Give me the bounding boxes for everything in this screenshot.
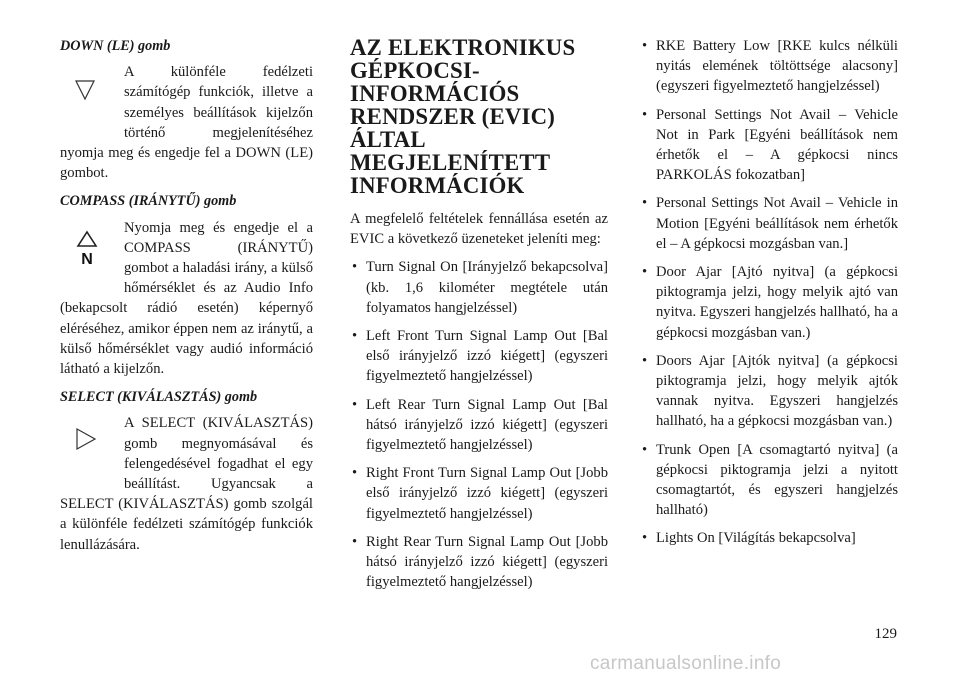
intro-paragraph: A megfelelő feltételek fennállása esetén az EVIC a következő üzeneteket jeleníti meg: [350,211,608,248]
section-title: AZ ELEKTRONIKUS GÉPKOCSI-INFORMÁCIÓS RENDSZER (EVIC) ÁLTAL MEGJELENÍTETT INFORMÁCIÓK [350,35,576,198]
list-item [640,193,898,254]
bullet-icon: • [352,328,358,345]
right-column [640,36,898,549]
down-button-heading: DOWN (LE) gomb [60,38,171,54]
list-item [640,440,898,521]
list-item-text: Left Rear Turn Signal Lamp Out [Bal hátsó irányjelző izzó kiégett] (egyszeri figyelmeztető hangjelzéssel) [366,396,608,454]
list-item-text: Trunk Open [A csomagtartó nyitva] (a gépkocsi piktogramja jelzi a nyitott csomagtartót, és egyszeri hangjelzés hallható) [656,441,898,519]
compass-button-block [60,218,313,380]
list-item-text: Lights On [Világítás bekapcsolva] [656,530,856,547]
list-item [350,326,608,387]
list-item [350,395,608,456]
bullet-icon: • [642,264,648,281]
list-item [350,463,608,524]
bullet-icon: • [352,533,358,550]
list-item-text: Personal Settings Not Avail – Vehicle in Motion [Egyéni beállítások nem érhetők el – A gépkocsi mozgásban van.] [656,195,898,252]
down-button-text: A különféle fedélzeti számítógép funkciók, illetve a személyes beállítások kijelzőn történő megjelenítéséhez nyomja meg és engedje fel a DOWN (LE) gombot. [60,64,313,182]
list-item-text: Turn Signal On [Irányjelző bekapcsolva] (kb. 1,6 kilométer megtétele után folyamatos hangjelzéssel) [366,259,608,316]
compass-button-text: Nyomja meg és engedje el a COMPASS (IRÁNYTŰ) gombot a haladási irány, a külső hőmérséklet és az Audio Info (bekapcsolt rádió esetén) képernyő eléréséhez, amikor éppen nem az iránytű, a külső hőmérséklet vagy audió információ látható a kijelzőn. [60,219,313,378]
compass-icon-letter: N [81,250,93,268]
list-item-text: Personal Settings Not Avail – Vehicle Not in Park [Egyéni beállítások nem érhetők el – A gépkocsi nincs PARKOLÁS fokozatban] [656,106,898,184]
bullet-icon: • [352,259,358,276]
list-item-text: Right Front Turn Signal Lamp Out [Jobb első irányjelző izzó kiégett] (egyszeri figyelmeztető hangjelzéssel) [366,465,608,522]
list-item [350,257,608,318]
middle-column [350,36,608,592]
bullet-icon: • [642,352,648,369]
bullet-icon: • [642,530,648,547]
select-button-block [60,413,313,554]
bullet-icon: • [352,465,358,482]
down-triangle-icon [60,62,122,126]
watermark: carmanualsonline.info [590,653,782,674]
select-button-heading: SELECT (KIVÁLASZTÁS) gomb [60,389,258,406]
select-button-text: A SELECT (KIVÁLASZTÁS) gomb megnyomásával és felengedésével fogadhat el egy beállítást. Ugyancsak a SELECT (KIVÁLASZTÁS) gomb szolgál a különféle fedélzeti számítógép funkciók lenullázására. [60,415,313,553]
bullet-icon: • [642,195,648,212]
bullet-icon: • [642,441,648,458]
list-item-text: Doors Ajar [Ajtók nyitva] (a gépkocsi piktogramja jelzi, hogy melyik ajtók vannak nyitva. Egyszeri hangjelzés hallható, ha a gépkocsi mozgásban van.) [656,352,898,430]
list-item-text: RKE Battery Low [RKE kulcs nélküli nyitás elemének töltöttsége alacsony] (egyszeri figyelmeztető hangjelzéssel) [656,38,898,95]
compass-button-section [60,191,313,379]
list-item [640,105,898,186]
compass-button-heading: COMPASS (IRÁNYTŰ) gomb [60,193,237,210]
page-number: 129 [874,626,897,642]
select-button-section [60,387,313,555]
bullet-icon: • [642,38,648,54]
compass-icon [60,218,122,296]
list-item [640,36,898,97]
list-item [640,351,898,432]
down-button-block [60,62,313,183]
list-item [640,528,898,548]
list-item-text: Right Rear Turn Signal Lamp Out [Jobb hátsó irányjelző izzó kiégett] (egyszeri figyelmeztető hangjelzéssel) [366,533,608,591]
bullet-icon: • [642,106,648,123]
list-item-text: Door Ajar [Ajtó nyitva] (a gépkocsi piktogramja jelzi, hogy melyik ajtó van nyitva. Egyszeri hangjelzés hallható, ha a gépkocsi mozgásban van.) [656,264,898,341]
left-column [60,36,313,563]
list-item [640,262,898,343]
message-list-middle [350,257,608,592]
list-item-text: Left Front Turn Signal Lamp Out [Bal első irányjelző izzó kiégett] (egyszeri figyelmeztető hangjelzéssel) [366,328,608,385]
list-item [350,532,608,593]
message-list-right [640,36,898,549]
right-triangle-icon [60,413,122,491]
down-button-section [60,36,313,183]
bullet-icon: • [352,396,358,413]
